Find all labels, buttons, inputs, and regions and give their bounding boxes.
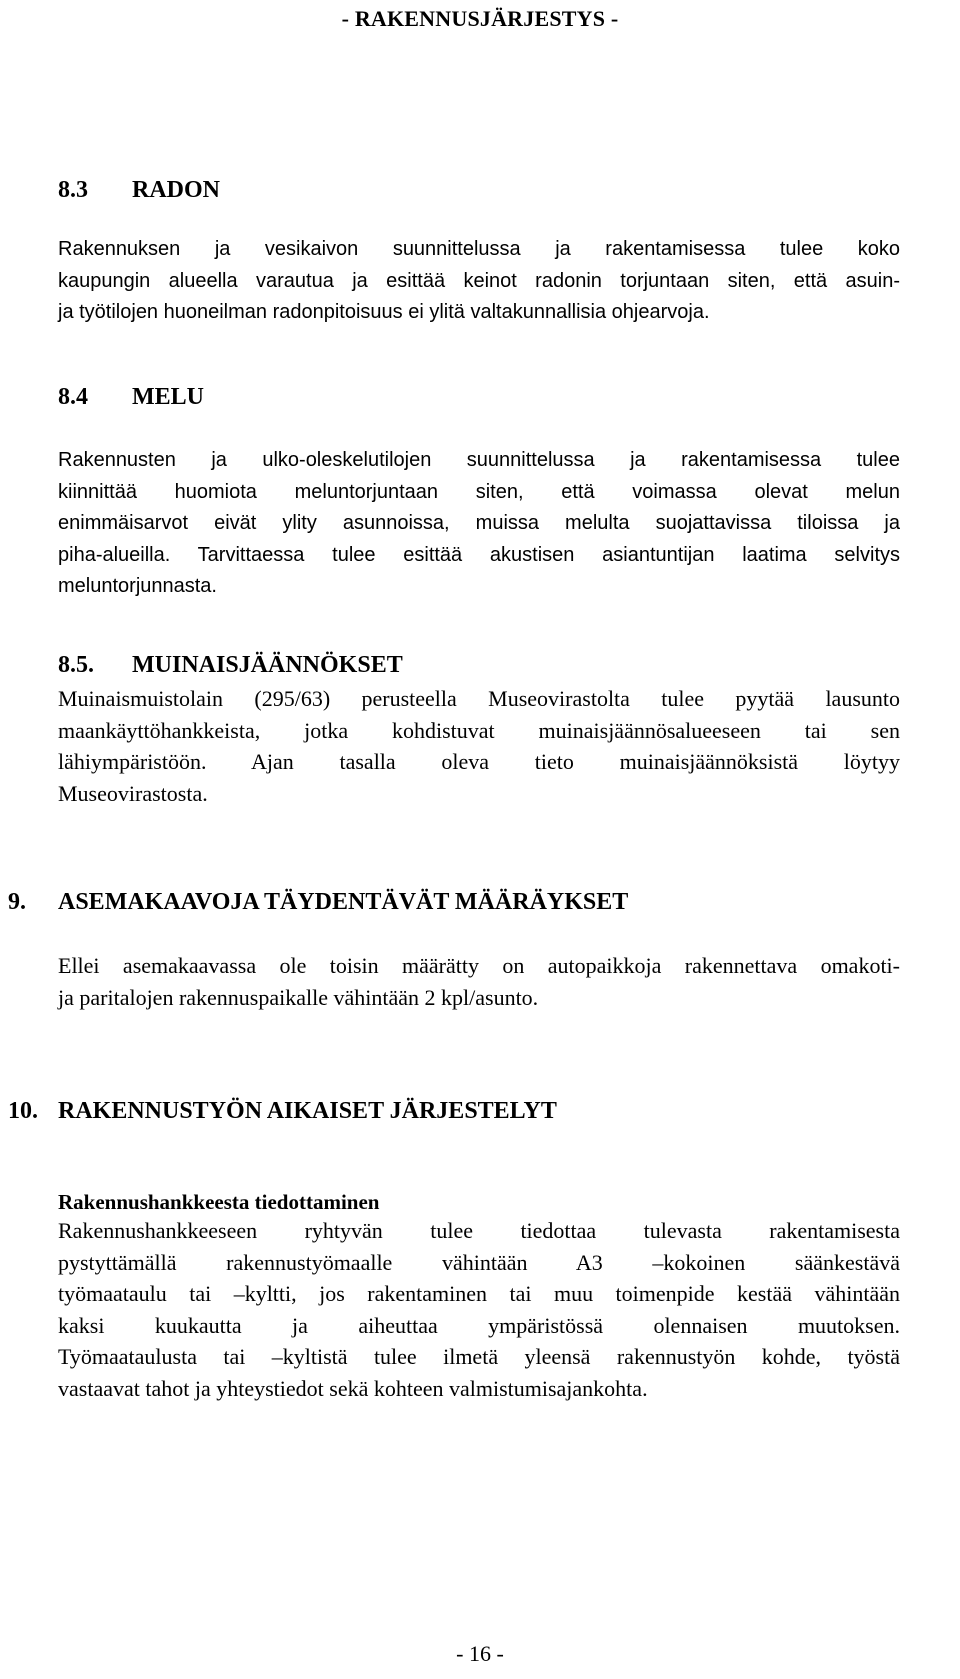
paragraph-line: ja työtilojen huoneilman radonpitoisuus ei ylitä valtakunnallisia ohjearvoja. <box>58 301 710 323</box>
section-number: 8.4 <box>58 384 88 410</box>
paragraph-line: kaksi kuukautta ja aiheuttaa ympäristössä olennaisen muutoksen. <box>58 1312 900 1338</box>
section-heading-radon <box>58 177 220 204</box>
paragraph-line: enimmäisarvot eivät ylity asunnoissa, muissa melulta suojattavissa tiloissa ja <box>58 512 900 534</box>
paragraph-line: lähiympäristöön. Ajan tasalla oleva tieto muinaisjäännöksistä löytyy <box>58 749 900 774</box>
paragraph-line: Muinaismuistolain (295/63) perusteella Museovirastolta tulee pyytää lausunto <box>58 686 900 711</box>
paragraph-line: Rakennuksen ja vesikaivon suunnittelussa ja rakentamisessa tulee koko <box>58 238 900 260</box>
section-number: 9. <box>8 889 26 915</box>
section-number: 8.3 <box>58 177 88 203</box>
paragraph-line: vastaavat tahot ja yhteystiedot sekä kohteen valmistumisajankohta. <box>58 1375 648 1401</box>
paragraph-line: ja paritalojen rakennuspaikalle vähintään 2 kpl/asunto. <box>58 984 539 1010</box>
paragraph-line: Työmaataulusta tai –kyltistä tulee ilmetä yleensä rakennustyön kohde, työstä <box>58 1344 900 1369</box>
section-title: RADON <box>132 177 220 203</box>
paragraph-line: maankäyttöhankkeista, jotka kohdistuvat muinaisjäännösalueeseen tai sen <box>58 717 900 743</box>
paragraph-asemakaava <box>58 950 900 1013</box>
paragraph-radon <box>58 234 900 329</box>
paragraph-rakennustyo <box>58 1215 900 1404</box>
paragraph-line: työmaataulu tai –kyltti, jos rakentaminen tai muu toimenpide kestää vähintään <box>58 1281 900 1306</box>
subheading-tiedottaminen: Rakennushankkeesta tiedottaminen <box>58 1190 380 1214</box>
section-title: ASEMAKAAVOJA TÄYDENTÄVÄT MÄÄRÄYKSET <box>58 889 629 915</box>
paragraph-melu <box>58 445 900 603</box>
page-number: - 16 - <box>456 1641 504 1666</box>
paragraph-line: meluntorjunnasta. <box>58 575 217 597</box>
paragraph-line: piha-alueilla. Tarvittaessa tulee esittää akustisen asiantuntijan laatima selvitys <box>58 543 900 566</box>
paragraph-line: Museovirastosta. <box>58 780 208 806</box>
section-title: RAKENNUSTYÖN AIKAISET JÄRJESTELYT <box>58 1098 557 1124</box>
section-heading-melu <box>58 384 204 411</box>
document-header: - RAKENNUSJÄRJESTYS - <box>341 6 619 31</box>
paragraph-muinaisjaannokset <box>58 683 900 809</box>
section-heading-muinaisjaannokset <box>58 652 403 679</box>
paragraph-line: Rakennusten ja ulko-oleskelutilojen suunnittelussa ja rakentamisessa tulee <box>58 449 900 471</box>
paragraph-line: Ellei asemakaavassa ole toisin määrätty on autopaikkoja rakennettava omakoti- <box>58 953 900 978</box>
paragraph-line: kaupungin alueella varautua ja esittää keinot radonin torjuntaan siten, että asuin- <box>58 269 900 292</box>
paragraph-line: kiinnittää huomiota meluntorjuntaan siten, että voimassa olevat melun <box>58 480 900 503</box>
section-number: 10. <box>8 1098 38 1124</box>
section-title: MELU <box>132 384 204 410</box>
paragraph-line: pystyttämällä rakennustyömaalle vähintään A3 –kokoinen säänkestävä <box>58 1249 900 1275</box>
paragraph-line: Rakennushankkeeseen ryhtyvän tulee tiedottaa tulevasta rakentamisesta <box>58 1218 900 1243</box>
section-number: 8.5. <box>58 652 94 678</box>
section-title: MUINAISJÄÄNNÖKSET <box>132 652 403 678</box>
